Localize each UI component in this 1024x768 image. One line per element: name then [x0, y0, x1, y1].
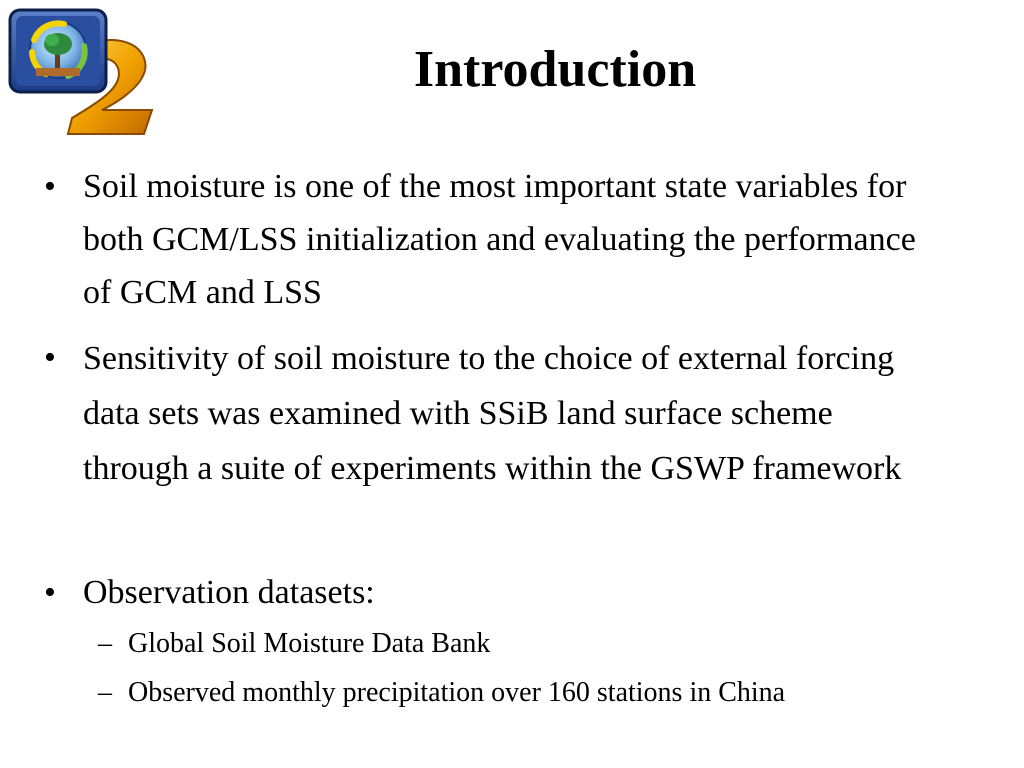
- bullet-text: Soil moisture is one of the most important state variables for both GCM/LSS initialization and evaluating the performance of GCM and LSS: [83, 168, 916, 311]
- bullet-marker: •: [44, 574, 56, 611]
- sub-bullet-marker: –: [98, 677, 112, 708]
- bullet-marker: •: [44, 168, 56, 205]
- sub-bullet-text: Global Soil Moisture Data Bank: [128, 628, 491, 659]
- bullet-text: Sensitivity of soil moisture to the choice of external forcing data sets was examined with SSiB land surface scheme through a suite of experiments within the GSWP framework: [83, 340, 902, 487]
- sub-bullet-text: Observed monthly precipitation over 160 stations in China: [128, 677, 786, 708]
- slide-title: Introduction: [413, 41, 697, 98]
- sub-bullet-marker: –: [98, 628, 112, 659]
- bullet-marker: •: [44, 339, 56, 376]
- bullet-text: Observation datasets:: [83, 574, 375, 611]
